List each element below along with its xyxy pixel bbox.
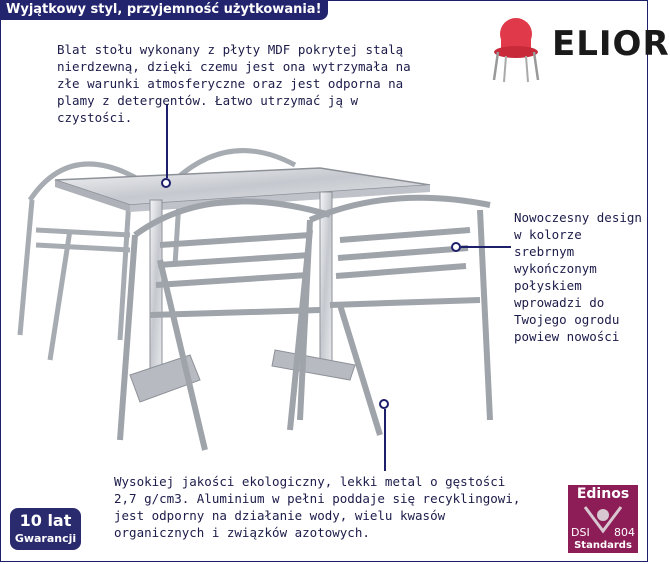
- callout-right-leader: [461, 246, 511, 248]
- page-title: Wyjątkowy styl, przyjemność użytkowania!: [0, 0, 328, 20]
- callout-bottom-leader: [384, 409, 386, 471]
- warranty-years: 10 lat: [19, 511, 72, 530]
- callout-top-marker: [161, 178, 171, 188]
- callout-right-marker: [451, 242, 461, 252]
- callout-aluminium-text: Wysokiej jakości ekologiczny, lekki metal o gęstości 2,7 g/cm3. Aluminium w pełni poddaje się recyklingowi, jest odporny na działanie wody, wielu kwasów organicznych i związków azotowych.: [114, 474, 521, 540]
- warranty-badge: [10, 508, 81, 550]
- edinos-number: 804: [614, 526, 635, 539]
- callout-design-text: Nowoczesny design w kolorze srebrnym wykończonym połyskiem wprowadzi do Twojego ogrodu powiew nowości: [514, 210, 642, 344]
- edinos-brand: Edinos: [576, 486, 630, 502]
- callout-bottom-marker: [379, 399, 389, 409]
- warranty-label: Gwarancji: [14, 532, 77, 545]
- callout-table-top-text: Blat stołu wykonany z płyty MDF pokrytej stalą nierdzewną, dzięki czemu jest ona wytrzymała na złe warunki atmosferyczne oraz jest odporna na plamy z detergentów. Łatwo utrzymać ją w czystości.: [57, 42, 411, 125]
- table-and-chairs-illustration: [10, 140, 500, 460]
- edinos-standards-badge: [568, 485, 638, 553]
- edinos-dsi: DSI: [571, 526, 590, 539]
- table-foot-right: [272, 350, 355, 380]
- edinos-standards: Standards: [574, 540, 632, 551]
- brand-logo-text: ELIOR: [552, 24, 670, 64]
